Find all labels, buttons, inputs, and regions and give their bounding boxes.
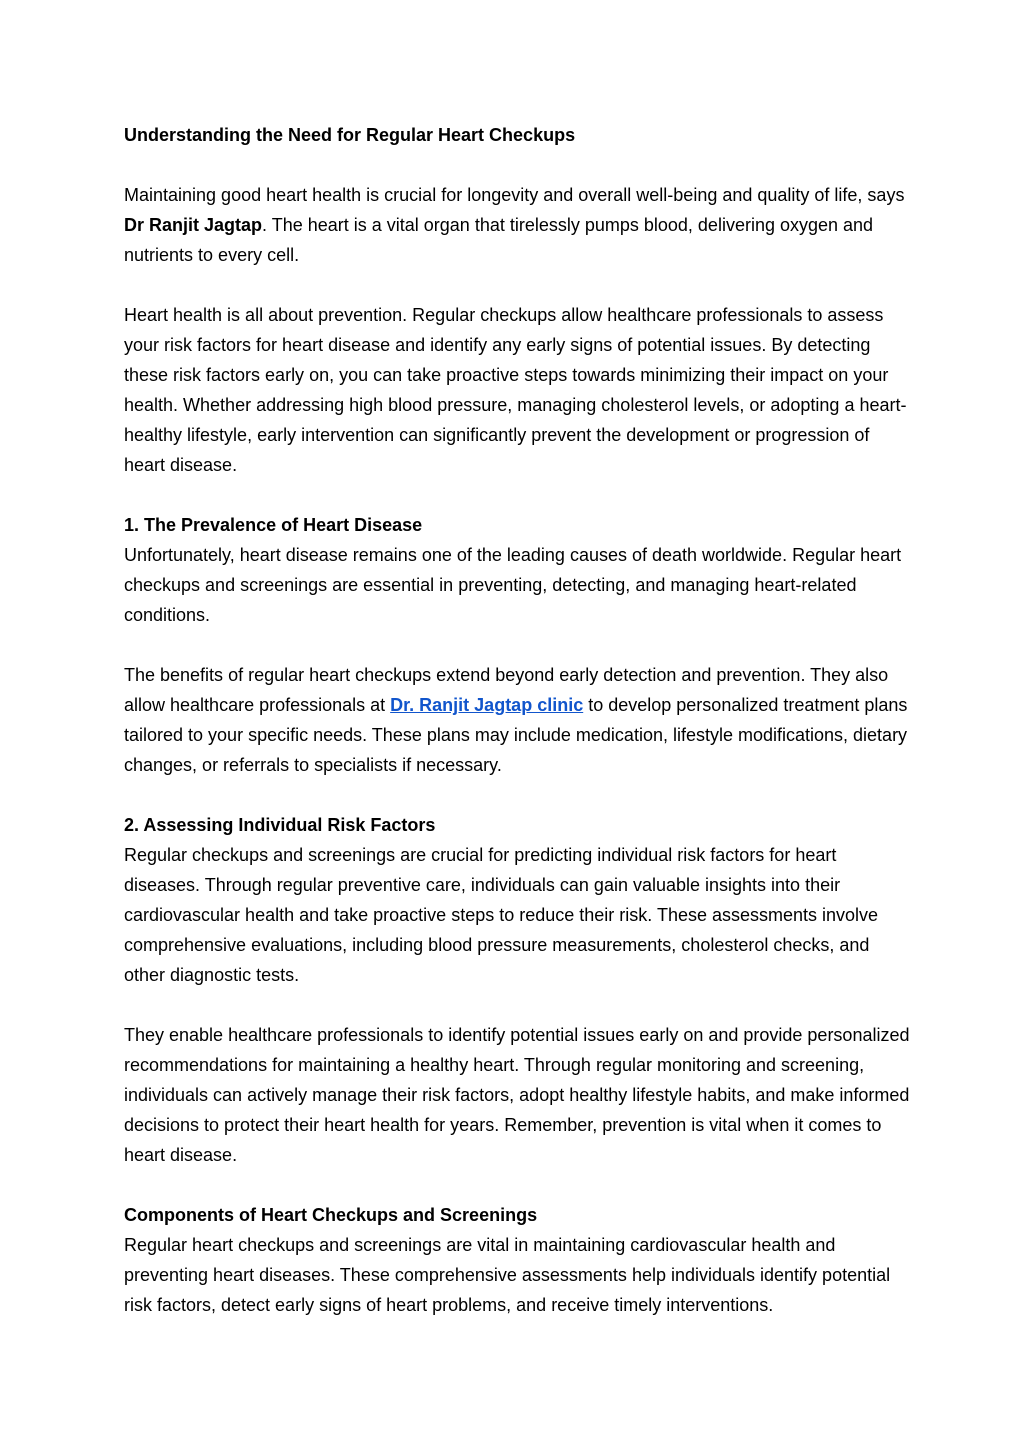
section-heading-prevalence: 1. The Prevalence of Heart Disease [124,515,423,535]
benefits-paragraph [124,660,914,780]
section-heading-risk-factors: 2. Assessing Individual Risk Factors [124,815,436,835]
section-body-risk-factors: Regular checkups and screenings are crucial for predicting individual risk factors for heart diseases. Through regular preventive care, individuals can gain valuable insights into their cardiovascular health and take proactive steps to reduce their risk. These assessments involve comprehensive evaluations, including blood pressure measurements, cholesterol checks, and other diagnostic tests. [124,845,879,985]
benefits-text-end: to develop personalized treatment plans tailored to your specific needs. These plans may include medication, lifestyle modifications, dietary changes, or referrals to specialists if necessary. [124,695,908,775]
clinic-link[interactable]: Dr. Ranjit Jagtap clinic [390,695,584,715]
document-title: Understanding the Need for Regular Heart Checkups [124,125,576,145]
followup-paragraph: They enable healthcare professionals to identify potential issues early on and provide personalized recommendations for maintaining a healthy heart. Through regular monitoring and screening, individuals can actively manage their risk factors, adopt healthy lifestyle habits, and make informed decisions to protect their heart health for years. Remember, prevention is vital when it comes to heart disease. [124,1025,910,1165]
section-heading-components: Components of Heart Checkups and Screenings [124,1205,538,1225]
intro-paragraph [124,180,914,270]
document-page [124,120,914,1320]
prevention-paragraph: Heart health is all about prevention. Regular checkups allow healthcare professionals to assess your risk factors for heart disease and identify any early signs of potential issues. By detecting these risk factors early on, you can take proactive steps towards minimizing their impact on your health. Whether addressing high blood pressure, managing cholesterol levels, or adopting a heart-healthy lifestyle, early intervention can significantly prevent the development or progression of heart disease. [124,305,907,475]
doctor-name: Dr Ranjit Jagtap [124,215,263,235]
intro-text-start: Maintaining good heart health is crucial for longevity and overall well-being and quality of life, says [124,185,905,205]
section-body-prevalence: Unfortunately, heart disease remains one of the leading causes of death worldwide. Regular heart checkups and screenings are essential in preventing, detecting, and managing heart-related conditions. [124,545,902,625]
intro-text-end: . The heart is a vital organ that tirelessly pumps blood, delivering oxygen and nutrients to every cell. [124,215,874,265]
benefits-text-start: The benefits of regular heart checkups extend beyond early detection and prevention. They also allow healthcare professionals at [124,665,889,715]
section-body-components: Regular heart checkups and screenings are vital in maintaining cardiovascular health and preventing heart diseases. These comprehensive assessments help individuals identify potential risk factors, detect early signs of heart problems, and receive timely interventions. [124,1235,891,1315]
